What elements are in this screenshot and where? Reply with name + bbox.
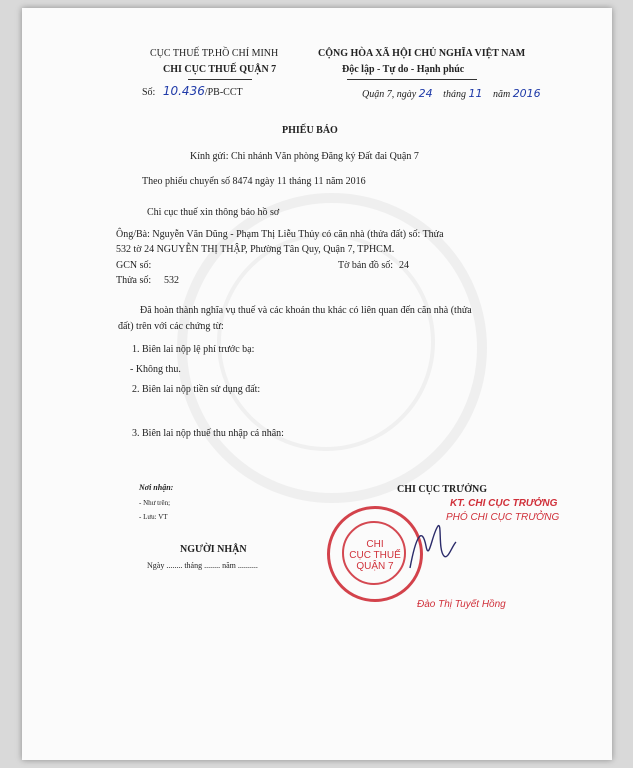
seal-text <box>342 539 408 572</box>
receiver-title: NGƯỜI NHẬN <box>180 544 247 555</box>
date-place: Quận 7, ngày <box>362 89 417 100</box>
document-title: PHIẾU BÁO <box>282 125 338 136</box>
signer-title: CHI CỤC TRƯỞNG <box>397 484 488 495</box>
obligation-line-1: Đã hoàn thành nghĩa vụ thuế và các khoản thu khác có liên quan đến căn nhà (thửa <box>140 305 472 316</box>
intro-line: Chi cục thuế xin thông báo hồ sơ <box>147 207 280 218</box>
owner-line-2: 532 tờ 24 NGUYỄN THỊ THẬP, Phường Tân Quy, Quận 7, TPHCM. <box>116 244 395 255</box>
recipient-a: - Như trên; <box>139 499 171 507</box>
seal-line-1: CHI <box>366 539 384 550</box>
plot-value: 532 <box>164 275 179 286</box>
date-year-label: năm <box>492 89 511 100</box>
motto-underline <box>347 79 477 80</box>
nation-title: CỘNG HÒA XÃ HỘI CHỦ NGHĨA VIỆT NAM <box>318 48 526 59</box>
signature-scribble <box>402 516 462 576</box>
number-handwritten: 10.436 <box>162 84 205 98</box>
item-2: 2. Biên lai nộp tiền sử dụng đất: <box>132 384 261 395</box>
number-prefix: Số: <box>142 87 156 98</box>
agency-name: CHI CỤC THUẾ QUẬN 7 <box>163 64 277 75</box>
recipient-b: - Lưu: VT <box>139 513 168 521</box>
date-month: 11 <box>468 87 483 100</box>
agency-parent: CỤC THUẾ TP.HỒ CHÍ MINH <box>150 48 279 59</box>
seal-line-3: QUẬN 7 <box>356 561 394 572</box>
agency-underline <box>188 79 252 80</box>
recipients-label: Nơi nhận: <box>139 483 174 492</box>
deputy-line: PHÓ CHI CỤC TRƯỞNG <box>446 512 560 523</box>
date-year: 2016 <box>512 87 541 100</box>
number-suffix: /PB-CCT <box>204 87 243 98</box>
document-page <box>22 8 612 760</box>
kt-line: KT. CHI CỤC TRƯỞNG <box>450 498 558 509</box>
seal-line-2: CỤC THUẾ <box>349 550 401 561</box>
national-motto: Độc lập - Tự do - Hạnh phúc <box>342 64 465 75</box>
item-1-value: - Không thu. <box>130 364 181 375</box>
issue-date <box>362 88 541 101</box>
receiver-date: Ngày ........ tháng ........ năm .......... <box>147 561 258 570</box>
map-sheet-label: Tờ bản đồ số: <box>338 260 394 271</box>
item-3: 3. Biên lai nộp thuế thu nhập cá nhân: <box>132 428 284 439</box>
obligation-line-2: đất) trên với các chứng từ: <box>118 321 224 332</box>
map-sheet-value: 24 <box>399 260 409 271</box>
document-number <box>142 85 243 99</box>
reference-line: Theo phiếu chuyển số 8474 ngày 11 tháng 11 năm 2016 <box>142 176 366 187</box>
item-1: 1. Biên lai nộp lệ phí trước bạ: <box>132 344 255 355</box>
recipient-line: Kính gửi: Chi nhánh Văn phòng Đăng ký Đất đai Quận 7 <box>190 151 419 162</box>
plot-label: Thửa số: <box>116 275 152 286</box>
date-day: 24 <box>418 87 433 100</box>
gcn-label: GCN số: <box>116 260 152 271</box>
signer-name: Đào Thị Tuyết Hồng <box>417 599 506 610</box>
owner-line-1: Ông/Bà: Nguyễn Văn Dũng - Phạm Thị Liễu Thủy có căn nhà (thửa đất) số: Thửa <box>116 229 444 240</box>
date-month-label: tháng <box>443 89 466 100</box>
